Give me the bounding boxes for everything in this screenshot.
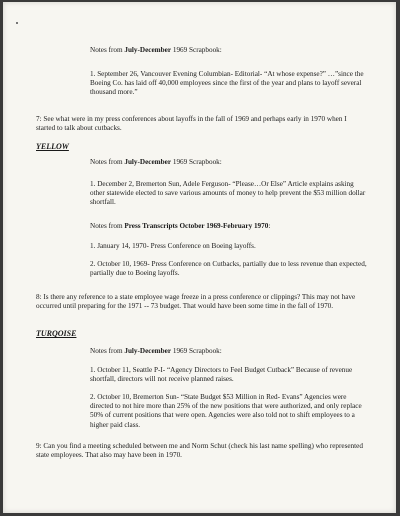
turqoise-item2: 2. October 10, Bremerton Sun- “State Budget $53 Million in Red- Evans” Agencies were directed to not hire more than 25% of the new positions that were authorized, and only replace 50% of current positions that were open. Agencies were also told not to shift employees to a higher paid class.: [90, 393, 362, 429]
notes-label-1: Notes from July-December 1969 Scrapbook:: [90, 46, 222, 54]
turqoise-item1: 1. October 11, Seattle P-I- “Agency Directors to Feel Budget Cutback” Because of revenue shortfall, directors will not receive planned raises.: [90, 366, 353, 384]
notes-label-3: Notes from July-December 1969 Scrapbook:: [90, 347, 222, 355]
press-label: Notes from Press Transcripts October 1969-February 1970:: [90, 222, 271, 230]
page-mark: [16, 22, 18, 24]
question-8: 8: Is there any reference to a state employee wage freeze in a press conference or clippings? This may not have occurred until preparing for the 1971 -- 73 budget. That would have been some time in the fall of 1970.: [36, 293, 356, 311]
section1-item1: 1. September 26, Vancouver Evening Columbian- Editorial- “At whose expense?” …”since the Boeing Co. has laid off 40,000 employees since the first of the year and plans to layoff several thousand more.”: [90, 70, 364, 97]
yellow-heading: YELLOW: [36, 142, 69, 151]
turqoise-heading: TURQOISE: [36, 329, 77, 338]
question-9: 9: Can you find a meeting scheduled between me and Norm Schut (check his last name spelling) who represented state employees. That also may have been in 1970.: [36, 442, 363, 460]
question-7: 7: See what were in my press conferences about layoffs in the fall of 1969 and perhaps early in 1970 when I started to talk about cutbacks.: [36, 115, 347, 133]
yellow-item1: 1. December 2, Bremerton Sun, Adele Ferguson- “Please…Or Else” Article explains asking other statewide elected to save various amounts of money to help prevent the $53 million dollar shortfall.: [90, 180, 366, 207]
press-item2: 2. October 10, 1969- Press Conference on Cutbacks, partially due to less revenue than expected, partially due to Boeing layoffs.: [90, 260, 367, 278]
document-page: [3, 2, 396, 513]
notes-label-2: Notes from July-December 1969 Scrapbook:: [90, 158, 222, 166]
press-item1: 1. January 14, 1970- Press Conference on Boeing layoffs.: [90, 242, 256, 250]
